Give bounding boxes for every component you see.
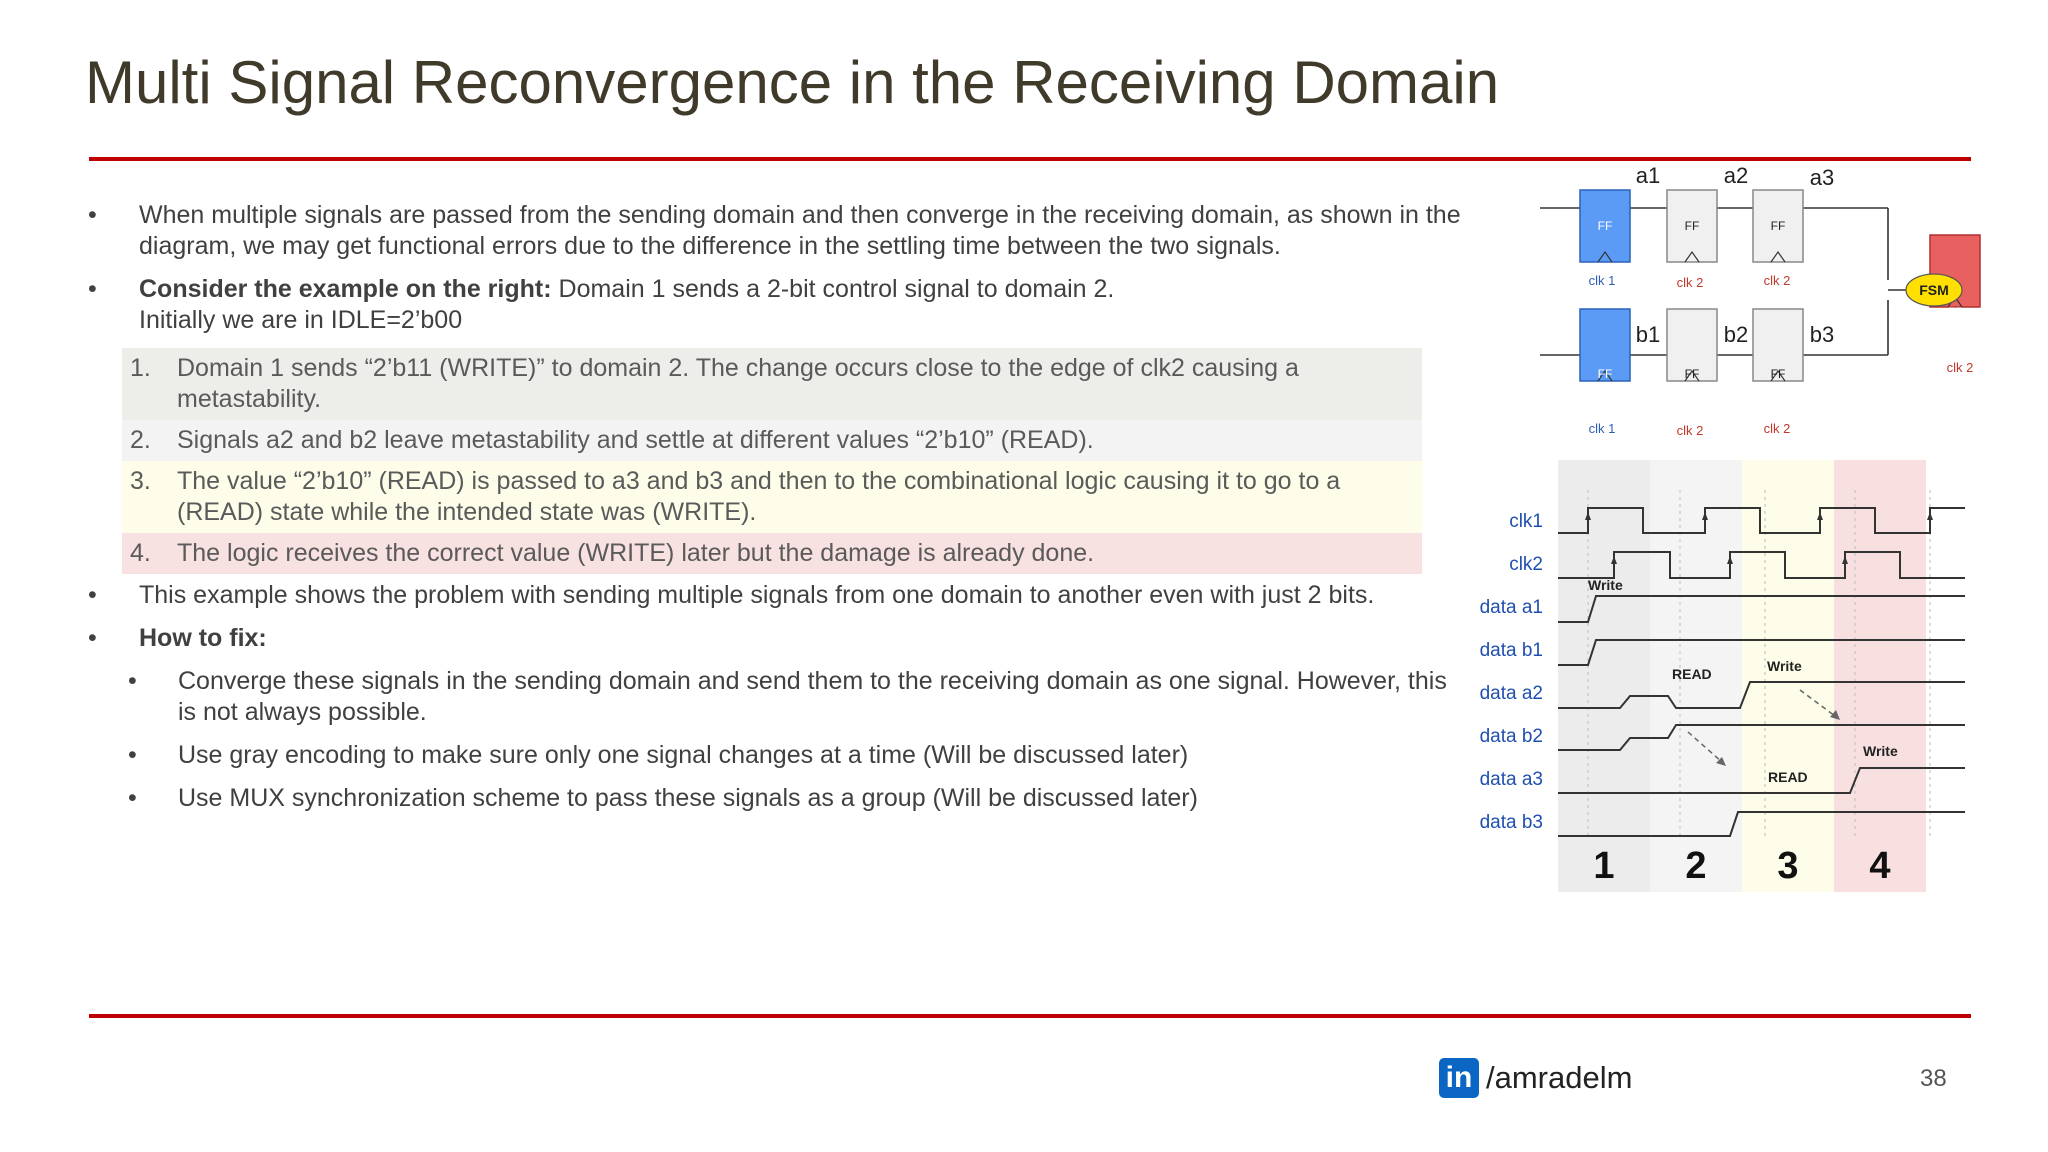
signal-label-data-a2: data a2 bbox=[1479, 683, 1543, 704]
step-text: Domain 1 sends “2’b11 (WRITE)” to domain 2. The change occurs close to the edge of clk2 causing a metastability. bbox=[177, 354, 1299, 413]
node-label: b2 bbox=[1723, 322, 1749, 347]
bullet-dot: • bbox=[128, 667, 137, 695]
numbered-steps bbox=[88, 348, 1468, 574]
clk-label: clk 2 bbox=[1676, 423, 1704, 438]
signal-label-clk2: clk2 bbox=[1509, 554, 1543, 575]
node-label: a2 bbox=[1723, 163, 1749, 188]
bullet-dot: • bbox=[88, 201, 97, 229]
phase-number-2: 2 bbox=[1685, 845, 1707, 887]
phase-number-4: 4 bbox=[1869, 845, 1891, 887]
step-number: 2. bbox=[130, 426, 151, 454]
clk-label: clk 2 bbox=[1763, 273, 1791, 288]
linkedin-handle[interactable]: /amradelm bbox=[1486, 1060, 1633, 1095]
bullet-dot: • bbox=[128, 741, 137, 769]
node-label: a3 bbox=[1809, 165, 1835, 190]
linkedin-icon[interactable]: in bbox=[1439, 1058, 1479, 1098]
annotation-write: Write bbox=[1767, 658, 1802, 674]
ff-label: FF bbox=[1684, 367, 1700, 381]
bullet-text: When multiple signals are passed from the sending domain and then converge in the receiving domain, as shown in the diagram, we may get functional errors due to the difference in the settling time between the two signals. bbox=[139, 201, 1461, 260]
page-title: Multi Signal Reconvergence in the Receiving Domain bbox=[85, 49, 1500, 116]
clk-label: clk 2 bbox=[1676, 275, 1704, 290]
signal-label-data-a1: data a1 bbox=[1479, 597, 1543, 618]
clk-label: clk 2 bbox=[1763, 421, 1791, 436]
timing-diagram bbox=[1460, 460, 1970, 900]
bullet-dot: • bbox=[128, 784, 137, 812]
bullet-text: Domain 1 sends a 2-bit control signal to domain 2. bbox=[551, 275, 1115, 303]
ff-label: FF bbox=[1770, 367, 1786, 381]
step-number: 1. bbox=[130, 354, 151, 382]
signal-label-data-b1: data b1 bbox=[1479, 640, 1543, 661]
bullet-bold-text: Consider the example on the right: bbox=[139, 275, 552, 303]
phase-number-1: 1 bbox=[1593, 845, 1615, 887]
bullet-item bbox=[88, 623, 1468, 654]
sub-bullet-item bbox=[88, 666, 1468, 728]
annotation-write: Write bbox=[1588, 577, 1623, 593]
ff-label: FF bbox=[1684, 219, 1700, 233]
bullet-text: Use gray encoding to make sure only one signal changes at a time (Will be discussed later) bbox=[178, 741, 1189, 769]
signal-label-data-b2: data b2 bbox=[1479, 726, 1543, 747]
bullet-item bbox=[88, 274, 1468, 336]
step-item bbox=[122, 420, 1422, 461]
sub-bullet-item bbox=[88, 740, 1468, 771]
step-item bbox=[122, 533, 1422, 574]
annotation-read: READ bbox=[1672, 666, 1712, 682]
ff-label: FF bbox=[1947, 305, 1963, 319]
step-item bbox=[122, 348, 1422, 420]
step-text: Signals a2 and b2 leave metastability and settle at different values “2’b10” (READ). bbox=[177, 426, 1094, 454]
annotation-write: Write bbox=[1863, 743, 1898, 759]
bullet-text: This example shows the problem with sending multiple signals from one domain to another even with just 2 bits. bbox=[139, 581, 1375, 609]
fsm-label: FSM bbox=[1919, 282, 1949, 298]
bullet-dot: • bbox=[88, 275, 97, 303]
bullet-dot: • bbox=[88, 581, 97, 609]
signal-label-data-a3: data a3 bbox=[1479, 769, 1543, 790]
bullet-text: Initially we are in IDLE=2’b00 bbox=[139, 306, 463, 334]
slide-content bbox=[88, 200, 1468, 826]
clk-label: clk 1 bbox=[1588, 273, 1616, 288]
bullet-text: Use MUX synchronization scheme to pass these signals as a group (Will be discussed later) bbox=[178, 784, 1198, 812]
ff-label: FF bbox=[1597, 367, 1613, 381]
phase-number-3: 3 bbox=[1777, 845, 1799, 887]
footer-divider bbox=[89, 1014, 1971, 1018]
ff-label: FF bbox=[1597, 219, 1613, 233]
node-label: b1 bbox=[1635, 322, 1661, 347]
phase-1-region bbox=[1558, 460, 1650, 892]
sub-bullet-item bbox=[88, 783, 1468, 814]
step-text: The value “2’b10” (READ) is passed to a3 and b3 and then to the combinational logic causing it to go to a (READ) state while the intended state was (WRITE). bbox=[177, 467, 1341, 526]
bullet-dot: • bbox=[88, 624, 97, 652]
reconvergence-circuit-diagram bbox=[1530, 160, 2000, 438]
signal-label-data-b3: data b3 bbox=[1479, 812, 1543, 833]
annotation-read: READ bbox=[1768, 769, 1808, 785]
signal-label-clk1: clk1 bbox=[1509, 511, 1543, 532]
node-label: a1 bbox=[1635, 163, 1661, 188]
step-number: 3. bbox=[130, 467, 151, 495]
phase-4-region bbox=[1834, 460, 1926, 892]
ff-label: FF bbox=[1770, 219, 1786, 233]
clk-label: clk 1 bbox=[1588, 421, 1616, 436]
bullet-text: Converge these signals in the sending domain and send them to the receiving domain as one signal. However, this is not always possible. bbox=[178, 667, 1447, 726]
step-text: The logic receives the correct value (WRITE) later but the damage is already done. bbox=[177, 539, 1095, 567]
step-item bbox=[122, 461, 1422, 533]
step-number: 4. bbox=[130, 539, 151, 567]
bullet-item bbox=[88, 200, 1468, 262]
page-number: 38 bbox=[1920, 1065, 1947, 1092]
clk-label: clk 2 bbox=[1946, 360, 1974, 375]
node-label: b3 bbox=[1809, 322, 1835, 347]
bullet-bold-text: How to fix: bbox=[139, 624, 267, 652]
bullet-item bbox=[88, 580, 1468, 611]
